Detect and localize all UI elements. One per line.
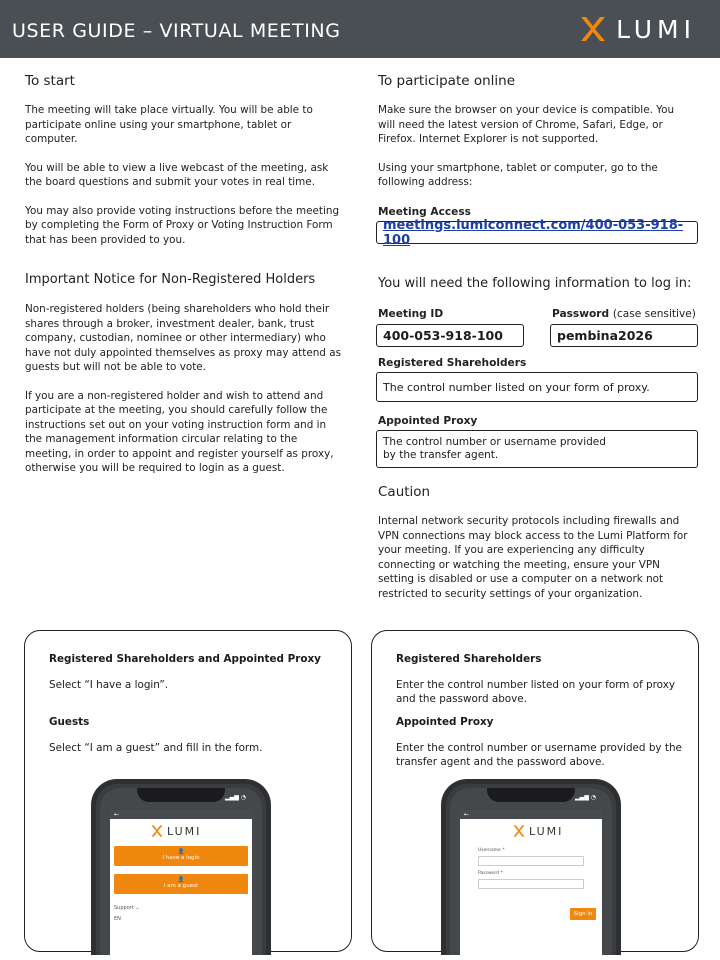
card-heading: Registered Shareholders <box>396 653 542 665</box>
guest-button[interactable] <box>114 874 248 894</box>
card-text: Enter the control number listed on your form of proxy and the password above. <box>396 679 676 705</box>
lumi-x-icon <box>512 824 526 838</box>
support-dropdown[interactable]: Support ⌄ <box>114 905 140 911</box>
appointed-proxy-label: Appointed Proxy <box>378 415 478 427</box>
to-start-para: You will be able to view a live webcast of the meeting, ask the board questions and submit your votes in real time. <box>25 161 329 188</box>
password-note: (case sensitive) <box>612 308 696 320</box>
card-text: Select “I am a guest” and fill in the form. <box>49 742 263 754</box>
to-start-text <box>25 103 343 261</box>
have-login-label: I have a login <box>162 855 200 861</box>
card-login-details <box>371 630 699 952</box>
meeting-id-value: 400-053-918-100 <box>376 324 524 347</box>
notice-para: If you are a non-registered holder and wish to attend and participate at the meeting, you should carefully follow the instructions set out on your voting instruction form and in the management information circular relating to the meeting, in order to appoint and register yourself as proxy, otherwise you will be required to login as a guest. <box>25 389 334 474</box>
username-label: Username * <box>478 848 505 853</box>
participate-text <box>378 103 683 204</box>
registered-shareholders-label: Registered Shareholders <box>378 357 527 369</box>
phone-notch <box>137 788 225 802</box>
password-label-text: Password <box>552 308 610 320</box>
have-login-button[interactable] <box>114 846 248 866</box>
mini-brand-name: LUMI <box>167 824 202 838</box>
phone-notch <box>487 788 575 802</box>
lumi-logo <box>578 12 696 46</box>
password-label <box>552 308 696 320</box>
signal-battery-icon: ▂▄▆ ◔ <box>575 794 596 801</box>
user-icon: 👤 <box>177 849 185 855</box>
mini-brand-name: LUMI <box>529 824 564 838</box>
login-info-heading: You will need the following information to log in: <box>378 276 692 291</box>
language-selector[interactable]: EN <box>114 916 121 922</box>
card-text: Select “I have a login”. <box>49 679 169 691</box>
registered-shareholders-value: The control number listed on your form of proxy. <box>376 372 698 402</box>
card-heading: Appointed Proxy <box>396 716 494 728</box>
back-arrow-icon[interactable]: ← <box>460 810 602 819</box>
to-start-heading: To start <box>25 73 75 89</box>
password-input[interactable] <box>478 879 584 889</box>
appointed-proxy-value: The control number or username provided by the transfer agent. <box>376 430 698 468</box>
to-start-para: You may also provide voting instructions before the meeting by completing the Form of Proxy or Voting Instruction Form that has been provided to you. <box>25 204 340 246</box>
lumi-x-icon <box>150 824 164 838</box>
signal-battery-icon: ▂▄▆ ◔ <box>225 794 246 801</box>
sign-in-button[interactable]: Sign in <box>570 908 596 920</box>
lumi-x-icon <box>578 14 608 44</box>
card-login-options <box>24 630 352 952</box>
back-arrow-icon[interactable]: ← <box>110 810 252 819</box>
mini-lumi-logo <box>150 824 201 838</box>
phone-mockup <box>441 779 621 955</box>
participate-para: Make sure the browser on your device is compatible. You will need the latest version of Chrome, Safari, Edge, or Firefox. Internet Explorer is not supported. <box>378 104 675 145</box>
notice-text <box>25 302 343 490</box>
mini-lumi-logo <box>512 824 563 838</box>
password-value: pembina2026 <box>550 324 698 347</box>
guest-label: I am a guest <box>163 883 199 889</box>
header-bar <box>0 0 720 58</box>
participate-para: Using your smartphone, tablet or computer, go to the following address: <box>378 161 658 188</box>
notice-para: Non-registered holders (being shareholders who hold their shares through a broker, investment dealer, bank, trust company, custodian, nominee or other intermediary) who have not duly appointed themselves as proxy may attend as guests but will not be able to vote. <box>25 303 341 373</box>
meeting-id-label: Meeting ID <box>378 308 444 320</box>
password-field-label: Password * <box>478 871 503 876</box>
guest-icon: 👤 <box>177 877 185 883</box>
caution-text: Internal network security protocols including firewalls and VPN connections may block access to the Lumi Platform for your meeting. If you are experiencing any difficulty connecting or watching the meeting, ensure your VPN setting is disabled or use a computer on a network not restricted to security settings of your organization. <box>378 515 688 600</box>
meeting-access-label: Meeting Access <box>378 206 471 218</box>
phone-screen <box>460 810 602 955</box>
meeting-access-link[interactable]: meetings.lumiconnect.com/400-053-918-100 <box>376 221 698 244</box>
card-text: Enter the control number or username provided by the transfer agent and the password above. <box>396 742 682 768</box>
card-heading: Guests <box>49 716 90 728</box>
phone-mockup <box>91 779 271 955</box>
caution-heading: Caution <box>378 484 431 500</box>
participate-heading: To participate online <box>378 73 516 89</box>
phone-screen <box>110 810 252 955</box>
notice-heading: Important Notice for Non-Registered Holders <box>25 272 316 287</box>
card-heading: Registered Shareholders and Appointed Proxy <box>49 653 321 665</box>
to-start-para: The meeting will take place virtually. You will be able to participate online using your smartphone, tablet or computer. <box>25 104 313 145</box>
page-title: USER GUIDE – VIRTUAL MEETING <box>12 20 341 42</box>
username-input[interactable] <box>478 856 584 866</box>
brand-name: LUMI <box>616 14 696 44</box>
